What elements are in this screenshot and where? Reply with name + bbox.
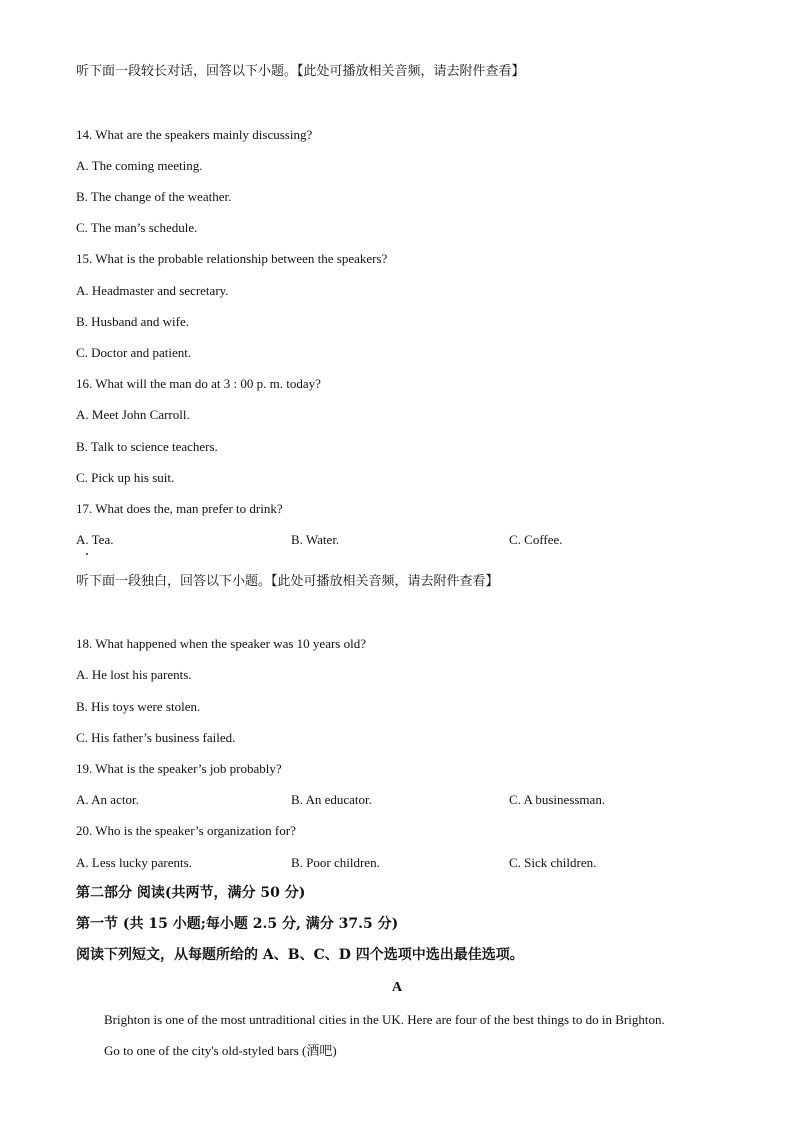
option-20-c: C. Sick children. bbox=[509, 855, 597, 870]
option-17-c: C. Coffee. bbox=[509, 532, 563, 547]
option-19-c: C. A businessman. bbox=[509, 792, 606, 807]
option-14-c: C. The man’s schedule. bbox=[76, 220, 198, 235]
question-15: 15. What is the probable relationship between the speakers? bbox=[76, 251, 388, 266]
passage-paragraph-2: Go to one of the city's old-styled bars (酒吧) bbox=[104, 1043, 337, 1058]
option-14-b: B. The change of the weather. bbox=[76, 189, 232, 204]
option-20-a: A. Less lucky parents. bbox=[76, 855, 192, 870]
question-18: 18. What happened when the speaker was 10 years old? bbox=[76, 636, 366, 651]
question-16: 16. What will the man do at 3 : 00 p. m. today? bbox=[76, 376, 321, 391]
option-20-b: B. Poor children. bbox=[291, 855, 380, 870]
reading-instruction: 阅读下列短文，从每题所给的 A、B、C、D 四个选项中选出最佳选项。 bbox=[76, 947, 524, 963]
question-20: 20. Who is the speaker’s organization for? bbox=[76, 823, 296, 838]
option-18-c: C. His father’s business failed. bbox=[76, 730, 236, 745]
option-18-b: B. His toys were stolen. bbox=[76, 699, 201, 714]
instruction-2: 听下面一段独白，回答以下小题。【此处可播放相关音频，请去附件查看】 bbox=[76, 574, 499, 589]
stray-dot bbox=[86, 553, 88, 555]
option-15-a: A. Headmaster and secretary. bbox=[76, 283, 229, 298]
instruction-1: 听下面一段较长对话，回答以下小题。【此处可播放相关音频，请去附件查看】 bbox=[76, 64, 525, 79]
option-18-a: A. He lost his parents. bbox=[76, 667, 192, 682]
option-15-b: B. Husband and wife. bbox=[76, 314, 190, 329]
option-16-c: C. Pick up his suit. bbox=[76, 470, 175, 485]
option-16-b: B. Talk to science teachers. bbox=[76, 439, 218, 454]
passage-title: A bbox=[391, 980, 403, 995]
option-19-a: A. An actor. bbox=[76, 792, 139, 807]
question-17: 17. What does the, man prefer to drink? bbox=[76, 501, 283, 516]
option-19-b: B. An educator. bbox=[291, 792, 372, 807]
option-14-a: A. The coming meeting. bbox=[76, 158, 203, 173]
passage-paragraph-1: Brighton is one of the most untraditional cities in the UK. Here are four of the best things to do in Brighton. bbox=[104, 1012, 665, 1027]
question-14: 14. What are the speakers mainly discussing? bbox=[76, 127, 313, 142]
option-15-c: C. Doctor and patient. bbox=[76, 345, 192, 360]
part-heading: 第二部分 阅读(共两节，满分 50 分) bbox=[76, 885, 306, 901]
option-16-a: A. Meet John Carroll. bbox=[76, 407, 190, 422]
section-subheading: 第一节 (共 15 小题;每小题 2.5 分, 满分 37.5 分) bbox=[76, 916, 399, 932]
question-19: 19. What is the speaker’s job probably? bbox=[76, 761, 282, 776]
option-17-b: B. Water. bbox=[291, 532, 340, 547]
option-17-a: A. Tea. bbox=[76, 532, 114, 547]
